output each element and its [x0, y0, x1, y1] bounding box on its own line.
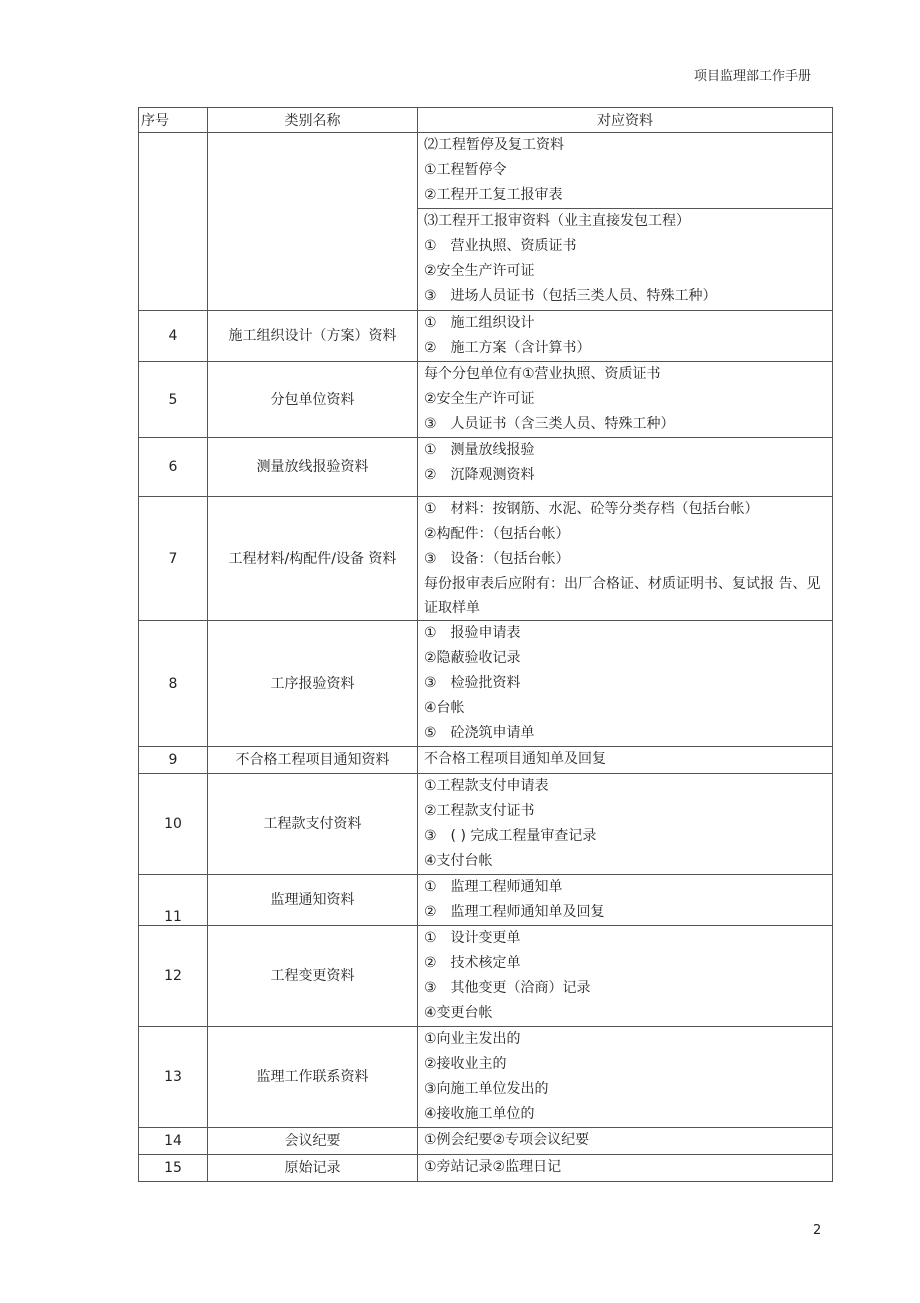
list-item: ③ 人员证书（含三类人员、特殊工种） [424, 416, 675, 432]
category-cell: 不合格工程项目通知资料 [208, 747, 418, 774]
list-item: 不合格工程项目通知单及回复 [424, 751, 606, 767]
list-item: ① 施工组织设计 [424, 315, 535, 331]
list-item: ② 技术核定单 [424, 955, 521, 971]
list-item: ① 营业执照、资质证书 [424, 238, 577, 254]
items-cell [418, 438, 833, 497]
table-header-row [139, 108, 833, 133]
seq-cell: 6 [139, 438, 208, 497]
seq-cell: 4 [139, 311, 208, 362]
list-item: ①工程暂停令 [424, 162, 507, 178]
items-cell [418, 747, 833, 774]
category-cell: 工序报验资料 [208, 621, 418, 747]
items-cell [418, 133, 833, 209]
category-cell: 工程材料/构配件/设备 资料 [208, 497, 418, 621]
list-item: ③向施工单位发出的 [424, 1081, 549, 1097]
list-item: ⑤ 砼浇筑申请单 [424, 725, 535, 741]
table-row [139, 1027, 833, 1128]
category-cell: 分包单位资料 [208, 362, 418, 438]
list-item: ⑶工程开工报审资料（业主直接发包工程） [424, 213, 690, 229]
category-cell: 监理工作联系资料 [208, 1027, 418, 1128]
list-item: ⑵工程暂停及复工资料 [424, 137, 564, 153]
table-row [139, 926, 833, 1027]
list-item: ①向业主发出的 [424, 1031, 521, 1047]
table-row [139, 497, 833, 621]
items-cell [418, 875, 833, 926]
list-item: ② 施工方案（含计算书） [424, 340, 591, 356]
seq-cell: 7 [139, 497, 208, 621]
category-cell: 会议纪要 [208, 1128, 418, 1155]
table-row [139, 438, 833, 497]
list-item: ①旁站记录②监理日记 [424, 1159, 562, 1175]
page-number: 2 [813, 1223, 822, 1238]
table-row [139, 875, 833, 926]
category-cell: 监理通知资料 [208, 875, 418, 926]
list-item: ④支付台帐 [424, 853, 493, 869]
items-cell [418, 774, 833, 875]
list-item: 每份报审表后应附有：出厂合格证、材质证明书、复试报 告、见证取样单 [424, 576, 821, 616]
seq-cell: 12 [139, 926, 208, 1027]
seq-cell: 10 [139, 774, 208, 875]
list-item: ③ 设备：（包括台帐） [424, 551, 570, 567]
items-cell [418, 926, 833, 1027]
items-cell [418, 1128, 833, 1155]
list-item: ④接收施工单位的 [424, 1106, 535, 1122]
table-row [139, 311, 833, 362]
list-item: ②接收业主的 [424, 1056, 507, 1072]
list-item: ① 设计变更单 [424, 930, 521, 946]
seq-cell: 11 [139, 875, 208, 926]
category-cell: 工程款支付资料 [208, 774, 418, 875]
list-item: ③ 进场人员证书（包括三类人员、特殊工种） [424, 288, 717, 304]
seq-cell [139, 133, 208, 311]
list-item: ③ 检验批资料 [424, 675, 521, 691]
category-cell [208, 133, 418, 311]
items-cell [418, 621, 833, 747]
items-cell [418, 497, 833, 621]
list-item: ① 材料：按钢筋、水泥、砼等分类存档（包括台帐） [424, 501, 759, 517]
table-row [139, 362, 833, 438]
items-cell [418, 362, 833, 438]
list-item: ②工程款支付证书 [424, 803, 535, 819]
seq-cell: 14 [139, 1128, 208, 1155]
seq-cell: 13 [139, 1027, 208, 1128]
list-item: ③ ( ) 完成工程量审查记录 [424, 828, 597, 844]
list-item: ②安全生产许可证 [424, 391, 535, 407]
items-cell [418, 1027, 833, 1128]
table-row [139, 621, 833, 747]
seq-cell: 8 [139, 621, 208, 747]
category-cell: 原始记录 [208, 1155, 418, 1182]
header-items: 对应资料 [418, 108, 833, 133]
list-item: ③ 其他变更（洽商）记录 [424, 980, 591, 996]
list-item: ②隐蔽验收记录 [424, 650, 521, 666]
items-cell [418, 311, 833, 362]
seq-cell: 9 [139, 747, 208, 774]
table-row [139, 747, 833, 774]
table-row [139, 133, 833, 209]
category-cell: 施工组织设计（方案）资料 [208, 311, 418, 362]
header-category: 类别名称 [208, 108, 418, 133]
list-item: ②工程开工复工报审表 [424, 187, 563, 203]
table-row [139, 1128, 833, 1155]
list-item: ① 报验申请表 [424, 625, 521, 641]
list-item: ①例会纪要②专项会议纪要 [424, 1132, 590, 1148]
seq-cell: 5 [139, 362, 208, 438]
list-item: ② 监理工程师通知单及回复 [424, 904, 605, 920]
items-cell [418, 1155, 833, 1182]
list-item: 每个分包单位有①营业执照、资质证书 [424, 366, 661, 382]
list-item: ① 测量放线报验 [424, 442, 535, 458]
list-item: ① 监理工程师通知单 [424, 879, 563, 895]
list-item: ②安全生产许可证 [424, 263, 535, 279]
header-seq: 序号 [139, 108, 208, 133]
table-row [139, 1155, 833, 1182]
category-cell: 工程变更资料 [208, 926, 418, 1027]
list-item: ①工程款支付申请表 [424, 778, 549, 794]
list-item: ②构配件：（包括台帐） [424, 526, 570, 542]
category-cell: 测量放线报验资料 [208, 438, 418, 497]
list-item: ④变更台帐 [424, 1005, 493, 1021]
items-cell [418, 209, 833, 311]
list-item: ② 沉降观测资料 [424, 467, 535, 483]
document-table [138, 107, 833, 1182]
running-header: 项目监理部工作手册 [694, 69, 812, 84]
table-row [139, 774, 833, 875]
seq-cell: 15 [139, 1155, 208, 1182]
list-item: ④台帐 [424, 700, 465, 716]
